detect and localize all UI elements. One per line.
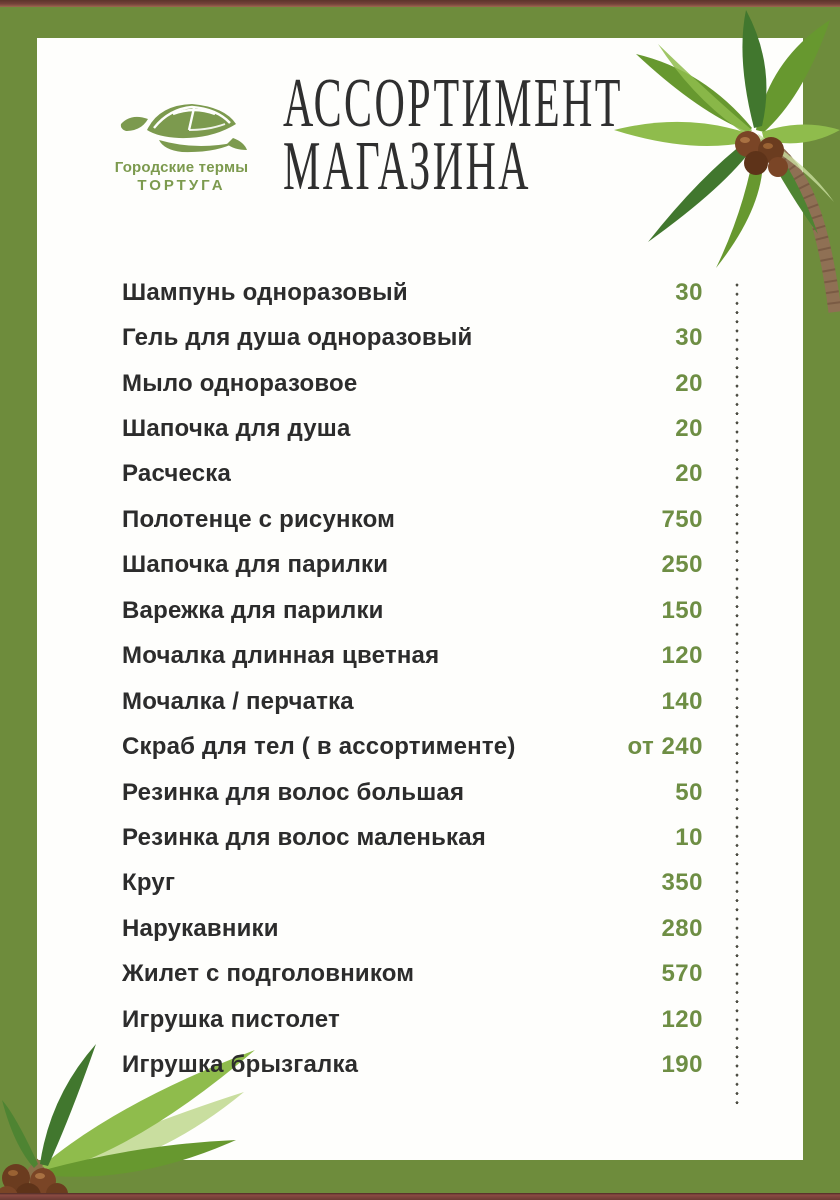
item-price: 20 (675, 460, 703, 488)
list-item (122, 679, 703, 724)
list-item (122, 997, 703, 1042)
item-label: Полотенце с рисунком (122, 505, 396, 533)
item-label: Резинка для волос большая (122, 778, 465, 806)
list-item (122, 906, 703, 951)
palm-tree-icon (598, 4, 840, 314)
item-label: Шапочка для душа (122, 415, 351, 443)
item-label: Игрушка брызгалка (122, 1051, 359, 1079)
price-list (122, 270, 703, 1088)
list-item (122, 952, 703, 997)
item-price: 140 (661, 687, 703, 715)
item-label: Расческа (122, 460, 232, 488)
list-item (122, 315, 703, 360)
list-item (122, 724, 703, 769)
list-item (122, 770, 703, 815)
item-price: 280 (661, 914, 703, 942)
list-item (122, 1042, 703, 1087)
list-item (122, 588, 703, 633)
item-label: Шампунь одноразовый (122, 278, 408, 306)
dotted-divider-line (734, 282, 740, 1108)
item-price: 150 (661, 596, 703, 624)
list-item (122, 270, 703, 315)
page-title (283, 65, 623, 205)
item-price: 30 (675, 324, 703, 352)
item-price: 570 (661, 960, 703, 988)
item-label: Варежка для парилки (122, 596, 384, 624)
item-label: Игрушка пистолет (122, 1005, 340, 1033)
item-price: 350 (661, 869, 703, 897)
item-label: Жилет с подголовником (122, 960, 415, 988)
page-title-line1: АССОРТИМЕНТ (283, 65, 623, 142)
brand-name-line1: Городские термы (114, 159, 249, 176)
item-label: Нарукавники (122, 914, 279, 942)
item-label: Скраб для тел ( в ассортименте) (122, 733, 516, 761)
list-item (122, 815, 703, 860)
item-price: 750 (661, 505, 703, 533)
item-price: 10 (675, 823, 703, 851)
brand-name-line2: ТОРТУГА (137, 177, 226, 194)
list-item (122, 452, 703, 497)
list-item (122, 361, 703, 406)
list-item (122, 543, 703, 588)
list-item (122, 497, 703, 542)
item-label: Мочалка длинная цветная (122, 642, 440, 670)
bottom-edge-stripe (0, 1193, 840, 1200)
brand-logo (104, 100, 259, 194)
item-label: Мыло одноразовое (122, 369, 358, 397)
item-price: 30 (675, 278, 703, 306)
item-label: Шапочка для парилки (122, 551, 389, 579)
item-label: Мочалка / перчатка (122, 687, 354, 715)
item-label: Резинка для волос маленькая (122, 823, 486, 851)
item-price: от 240 (627, 733, 703, 761)
list-item (122, 634, 703, 679)
item-label: Гель для душа одноразовый (122, 324, 473, 352)
item-price: 250 (661, 551, 703, 579)
item-price: 120 (661, 1005, 703, 1033)
page-title-line2: МАГАЗИНА (283, 128, 531, 205)
item-price: 120 (661, 642, 703, 670)
item-price: 190 (661, 1051, 703, 1079)
item-price: 20 (675, 369, 703, 397)
list-item (122, 406, 703, 451)
item-price: 50 (675, 778, 703, 806)
item-price: 20 (675, 415, 703, 443)
item-label: Круг (122, 869, 176, 897)
turtle-logo-icon (117, 100, 247, 155)
list-item (122, 861, 703, 906)
